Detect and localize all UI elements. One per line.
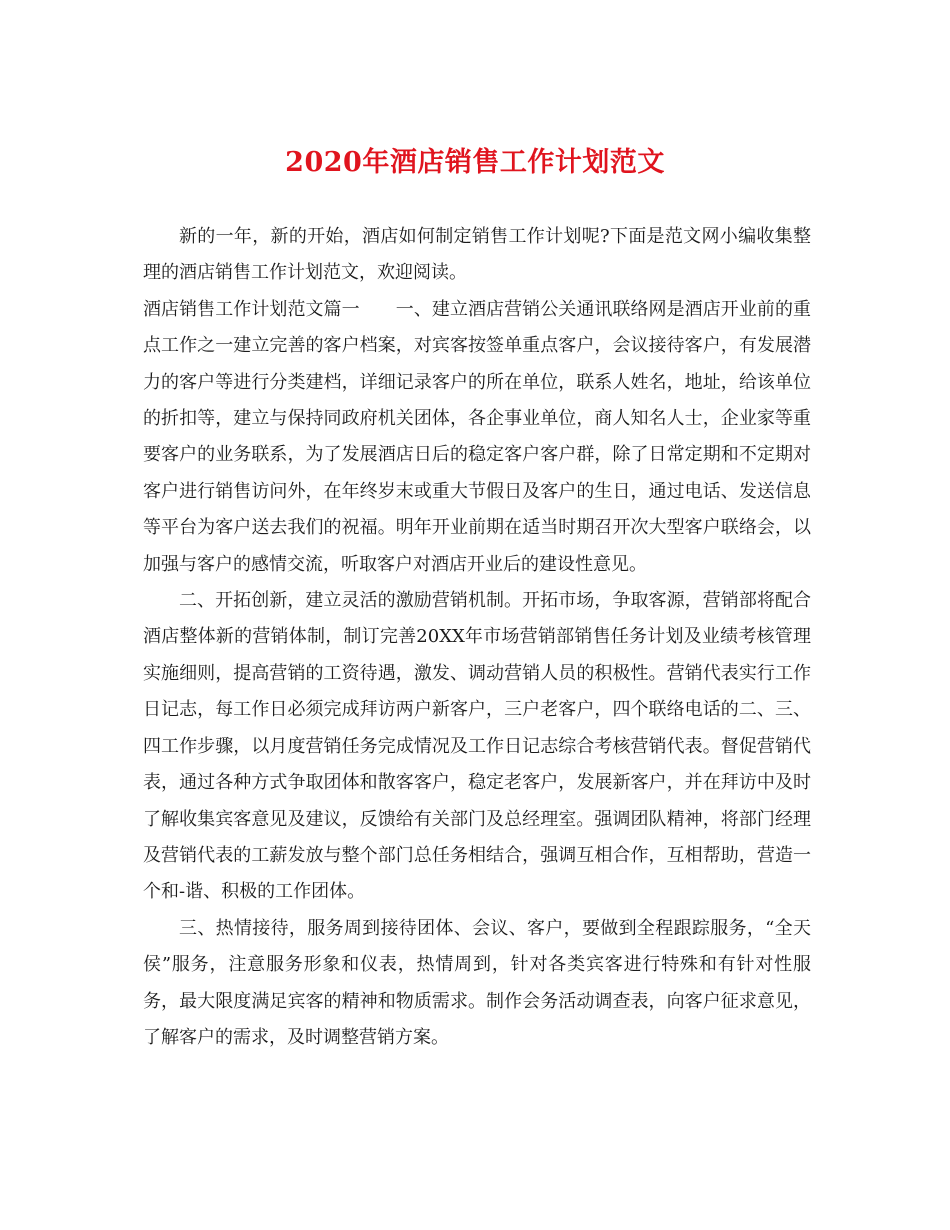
paragraph-intro: 新的一年，新的开始，酒店如何制定销售工作计划呢?下面是范文网小编收集整理的酒店销售工作计划范文，欢迎阅读。 — [143, 226, 811, 284]
paragraph-section-one: 酒店销售工作计划范文篇一 一、建立酒店营销公关通讯联络网是酒店开业前的重点工作之一建立完善的客户档案，对宾客按签单重点客户，会议接待客户，有发展潜力的客户等进行分类建档，详细记录客户的所在单位，联系人姓名，地址，给该单位的折扣等，建立与保持同政府机关团体，各企事业单位，商人知名人士，企业家等重要客户的业务联系，为了发展酒店日后的稳定客户客户群，除了日常定期和不定期对客户进行销售访问外，在年终岁末或重大节假日及客户的生日，通过电话、发送信息等平台为客户送去我们的祝福。明年开业前期在适当时期召开次大型客户联络会，以加强与客户的感情交流，听取客户对酒店开业后的建设性意见。 — [143, 298, 811, 575]
paragraph-section-three: 三、热情接待，服务周到接待团体、会议、客户，要做到全程跟踪服务，“全天侯”服务，注意服务形象和仪表，热情周到，针对各类宾客进行特殊和有针对性服务，最大限度满足宾客的精神和物质需求。制作会务活动调查表，向客户征求意见，了解客户的需求，及时调整营销方案。 — [143, 917, 811, 1048]
document-body — [143, 219, 811, 1056]
paragraph-section-two: 二、开拓创新，建立灵活的激励营销机制。开拓市场，争取客源，营销部将配合酒店整体新的营销体制，制订完善20XX年市场营销部销售任务计划及业绩考核管理实施细则，提高营销的工资待遇，激发、调动营销人员的积极性。营销代表实行工作日记志，每工作日必须完成拜访两户新客户，三户老客户，四个联络电话的二、三、四工作步骤，以月度营销任务完成情况及工作日记志综合考核营销代表。督促营销代表，通过各种方式争取团体和散客客户，稳定老客户，发展新客户，并在拜访中及时了解收集宾客意见及建议，反馈给有关部门及总经理室。强调团队精神，将部门经理及营销代表的工薪发放与整个部门总任务相结合，强调互相合作，互相帮助，营造一个和-谐、积极的工作团体。 — [143, 590, 811, 903]
document-title: 2020年酒店销售工作计划范文 — [285, 147, 665, 178]
